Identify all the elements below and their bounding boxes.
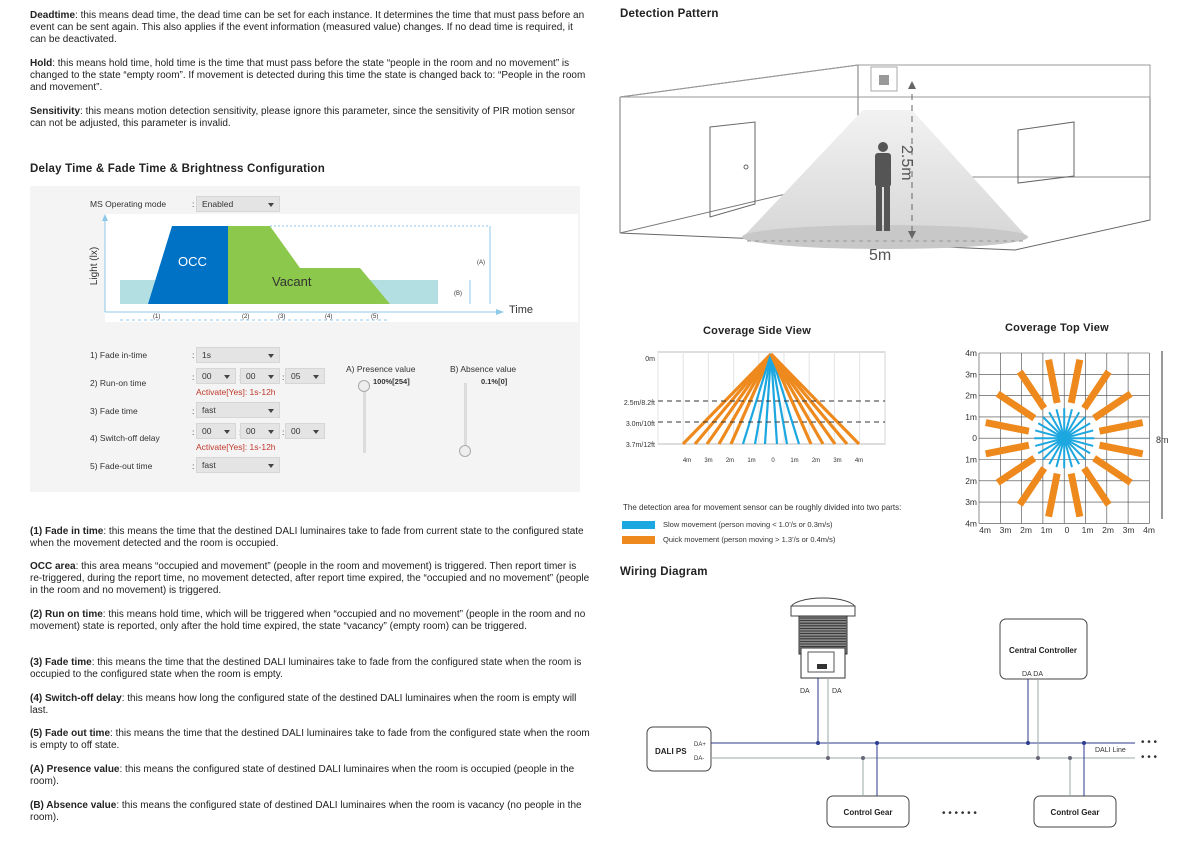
line-dots-top: • • • [1141,737,1158,748]
top-view-title: Coverage Top View [1005,322,1109,334]
quick-label: Quick movement (person moving > 1.3’/s or 0.4m/s) [663,535,836,544]
presence-marker: (A) [477,260,485,266]
chevron-down-icon [268,203,274,207]
presence-slider-track[interactable] [363,383,366,453]
junction [1082,741,1086,745]
hold-term: Hold [30,58,53,69]
wiring-diagram [615,590,1175,835]
sensor-body [879,75,889,85]
definition-term: (4) Switch-off delay [30,693,122,704]
junction [816,741,820,745]
mark-4: (4) [325,314,333,320]
da-minus-label: DA- [694,756,705,762]
presence-value: 100%[254] [373,377,410,386]
top-xlabel: 3m [999,525,1012,535]
definition-text: : this means hold time, which will be triggered when “occupied and no movement” (people in the room and no movement) state is reported, only after the hold time expired, the state “vacancy” (empty room) can be triggered. [30,609,586,632]
side-xlabel: 1m [747,458,756,464]
colon: : [192,199,195,209]
control-gear-right-label: Control Gear [1050,808,1100,817]
chevron-down-icon [268,375,274,379]
slow-label: Slow movement (person moving < 1.0’/s or 0.3m/s) [663,520,833,529]
colon: : [282,427,285,437]
definition-fade-out [30,728,590,752]
side-ylabel: 0m [645,356,655,363]
definition-term: (1) Fade in time [30,526,104,537]
definition-text: : this means the time that the destined DALI luminaires take to fade from the configured state when the room is occupied to the configured state when the room is empty. [30,657,582,680]
hold-text: : this means hold time, hold time is the time that must pass before the state “people in the room and no movement” is changed to the state “empty room”. If movement is detected during this time the state is changed back to: “People in the room and movement”. [30,58,586,93]
coverage-ray [998,458,1035,482]
switch-off-seconds-value: 00 [291,426,301,436]
vacant-label: Vacant [272,274,312,289]
definition-term: (A) Presence value [30,764,120,775]
deadtime-text: : this means dead time, the dead time can be set for each instance. It determines the time that must pass before an event can be sent again. This also applies if the event information (measured value) changes. If no dead time is required, it can be deactivated. [30,10,585,45]
delay-config-panel [30,186,580,492]
height-arrow-top [908,81,916,89]
fade-out-dropdown[interactable] [196,457,280,473]
top-view-xlabels [979,525,1155,535]
coverage-ray [1071,360,1080,403]
colon: : [282,372,285,382]
dali-line-label: DALI Line [1095,747,1126,754]
definition-text: : this means the time that the destined DALI luminaires take to fade from current state to the configured state when the movement detected and the room is occupied. [30,526,584,549]
coverage-ray [1071,474,1080,517]
sensor-device [791,598,855,678]
switch-off-hours[interactable] [196,423,236,439]
chevron-down-icon [268,464,274,468]
top-xlabel: 1m [1081,525,1094,535]
junction [826,756,830,760]
width-label: 5m [869,247,892,264]
chevron-down-icon [224,430,230,434]
chart-interval-marks [30,308,580,326]
sensitivity-text: : this means motion detection sensitivity, please ignore this parameter, since the sensitivity of PIR motion sensor can not be adjusted, this parameter is invalid. [30,106,576,129]
colon: : [192,406,195,416]
definition-term: (3) Fade time [30,657,92,668]
fade-time-label: 3) Fade time [90,406,138,416]
coverage-ray [1100,445,1143,454]
junction [1036,756,1040,760]
fade-time-dropdown[interactable] [196,402,280,418]
gear-separator-dots: • • • • • • [942,808,977,819]
switch-off-seconds[interactable] [285,423,325,439]
chevron-down-icon [268,354,274,358]
top-xlabel: 2m [1020,525,1032,535]
coverage-ray [1020,372,1044,409]
top-ylabel: 2m [965,390,977,401]
central-da-label: DA DA [1022,671,1044,678]
side-ylabel: 3.0m/10ft [625,421,655,428]
colon: : [192,372,195,382]
side-xlabel: 4m [854,458,864,464]
top-ylabel: 4m [965,518,977,529]
side-xlabel: 3m [704,458,713,464]
chevron-down-icon [268,409,274,413]
switch-off-hint: Activate[Yes]: 1s-12h [196,442,276,452]
definition-switch-off [30,693,590,717]
chevron-down-icon [313,375,319,379]
run-on-hours-value: 00 [202,371,212,381]
delay-section-title: Delay Time & Fade Time & Brightness Configuration [30,163,326,175]
definition-occ [30,561,590,597]
fade-time-value: fast [202,405,216,415]
run-on-minutes[interactable] [240,368,280,384]
definition-text: : this area means “occupied and movement” (people in the room and movement) is triggered. Then report timer is re-triggered, during the report time, no movement detected, after report time expired, the “occupied and no movement” (people in the room and no movement) is triggered. [30,561,590,596]
ms-mode-dropdown[interactable] [196,196,280,212]
colon: : [192,427,195,437]
top-xlabel: 4m [979,525,991,535]
top-ylabel: 3m [965,497,977,508]
line-dots-bottom: • • • [1141,752,1158,763]
absence-slider-thumb[interactable] [459,445,471,457]
side-ylabel: 3.7m/12ft [625,442,655,449]
absence-label: B) Absence value [450,364,517,374]
definition-run-on [30,609,590,633]
absence-marker: (B) [454,291,462,297]
coverage-ray [1094,394,1131,418]
side-xlabel: 0 [771,458,775,464]
central-controller-label: Central Controller [1008,646,1078,655]
run-on-seconds-value: 05 [291,371,301,381]
switch-off-hours-value: 00 [202,426,212,436]
ms-mode-value: Enabled [202,199,234,209]
absence-value: 0.1%[0] [481,377,508,386]
switch-off-label: 4) Switch-off delay [90,433,160,443]
junction [1026,741,1030,745]
coverage-ray [1084,468,1108,505]
junction [861,756,865,760]
fade-in-dropdown[interactable] [196,347,280,363]
window [1018,122,1074,183]
dali-ps-label: DALI PS [655,747,687,756]
side-xlabel: 4m [682,458,692,464]
top-ylabel: 1m [965,454,977,465]
legend-intro: The detection area for movement sensor can be roughly divided into two parts: [623,503,902,512]
side-xlabel: 2m [811,458,821,464]
coverage-ray [1084,372,1108,409]
sensitivity-term: Sensitivity [30,106,81,117]
top-ylabel: 0 [972,433,977,444]
mark-2: (2) [242,314,250,320]
side-xlabel: 2m [725,458,735,464]
chevron-down-icon [268,430,274,434]
coverage-ray [986,445,1029,454]
coverage-ray [1049,474,1058,517]
coverage-ray [1100,423,1143,432]
coverage-ray [986,423,1029,432]
top-view-chart [955,345,1170,540]
top-ylabel: 4m [965,348,977,358]
fade-in-value: 1s [202,350,211,360]
definition-fade-time [30,657,590,681]
top-xlabel: 2m [1102,525,1114,535]
definition-term: (B) Absence value [30,800,117,811]
chevron-down-icon [224,375,230,379]
run-on-hours[interactable] [196,368,236,384]
junction [875,741,879,745]
top-xlabel: 0 [1064,525,1070,535]
fade-in-label: 1) Fade in-time [90,350,148,360]
ms-mode-label: MS Operating mode [90,199,167,209]
definition-term: (2) Run on time [30,609,103,620]
side-ylabel: 2.5m/8.2ft [623,400,655,407]
detection-pattern-room [615,55,1155,275]
top-ylabel: 1m [965,411,977,422]
da-plus-label: DA+ [694,742,706,748]
coverage-ray [1020,468,1044,505]
side-view-title: Coverage Side View [703,325,811,337]
definition-text: : this means the configured state of destined DALI luminaires when the room is occupied (people in the room). [30,764,575,787]
slow-swatch [622,521,655,529]
definition-text: : this means how long the configured state of the destined DALI luminaires when the room is empty will last. [30,693,577,716]
mark-5: (5) [371,314,379,320]
coverage-ray [1094,458,1131,482]
coverage-ray [998,394,1035,418]
top-ylabel: 3m [965,369,977,380]
side-xlabel: 3m [833,458,842,464]
mark-1: (1) [153,314,161,320]
mark-3: (3) [278,314,286,320]
run-on-minutes-value: 00 [246,371,256,381]
colon: : [192,461,195,471]
height-label: 2.5m [898,145,915,181]
deadtime-term: Deadtime [30,10,76,21]
fade-out-label: 5) Fade-out time [90,461,153,471]
door-knob [744,165,748,169]
deadtime-paragraph [30,10,590,46]
top-xlabel: 4m [1143,525,1155,535]
wiring-title: Wiring Diagram [620,566,708,578]
run-on-label: 2) Run-on time [90,378,147,388]
definition-fade-in [30,526,590,550]
side-view-chart [615,340,895,470]
sensor-da-left: DA [800,688,810,695]
run-on-hint: Activate[Yes]: 1s-12h [196,387,276,397]
run-on-seconds[interactable] [285,368,325,384]
definition-text: : this means the time that the destined DALI luminaires take to fade from the configured state when the room is empty to off state. [30,728,590,751]
top-xlabel: 3m [1122,525,1135,535]
coverage-ray [1049,360,1058,403]
side-view-xlabels [683,458,863,464]
control-gear-left-label: Control Gear [843,808,893,817]
fade-out-value: fast [202,460,216,470]
definition-text: : this means the configured state of destined DALI luminaires when the room is vacancy (no people in the room). [30,800,582,823]
top-xlabel: 1m [1040,525,1053,535]
definition-presence [30,764,590,788]
definition-absence [30,800,590,824]
chart-xlabel: Time [509,304,534,316]
sensitivity-paragraph [30,106,590,130]
side-xlabel: 1m [790,458,799,464]
detection-title: Detection Pattern [620,8,719,20]
hold-paragraph [30,58,590,94]
definition-term: (5) Fade out time [30,728,111,739]
switch-off-minutes[interactable] [240,423,280,439]
chevron-down-icon [313,430,319,434]
colon: : [192,350,195,360]
chart-ylabel: Light (lx) [89,246,100,286]
sensor-da-right: DA [832,688,842,695]
top-ylabel: 2m [965,475,977,486]
occ-label: OCC [178,254,207,269]
definition-term: OCC area [30,561,76,572]
top-side-label: 8m [1156,435,1169,445]
presence-label: A) Presence value [346,364,416,374]
quick-swatch [622,536,655,544]
absence-slider-track[interactable] [464,383,467,451]
switch-off-minutes-value: 00 [246,426,256,436]
top-view-ylabels [965,348,977,528]
presence-slider-thumb[interactable] [358,380,370,392]
junction [1068,756,1072,760]
